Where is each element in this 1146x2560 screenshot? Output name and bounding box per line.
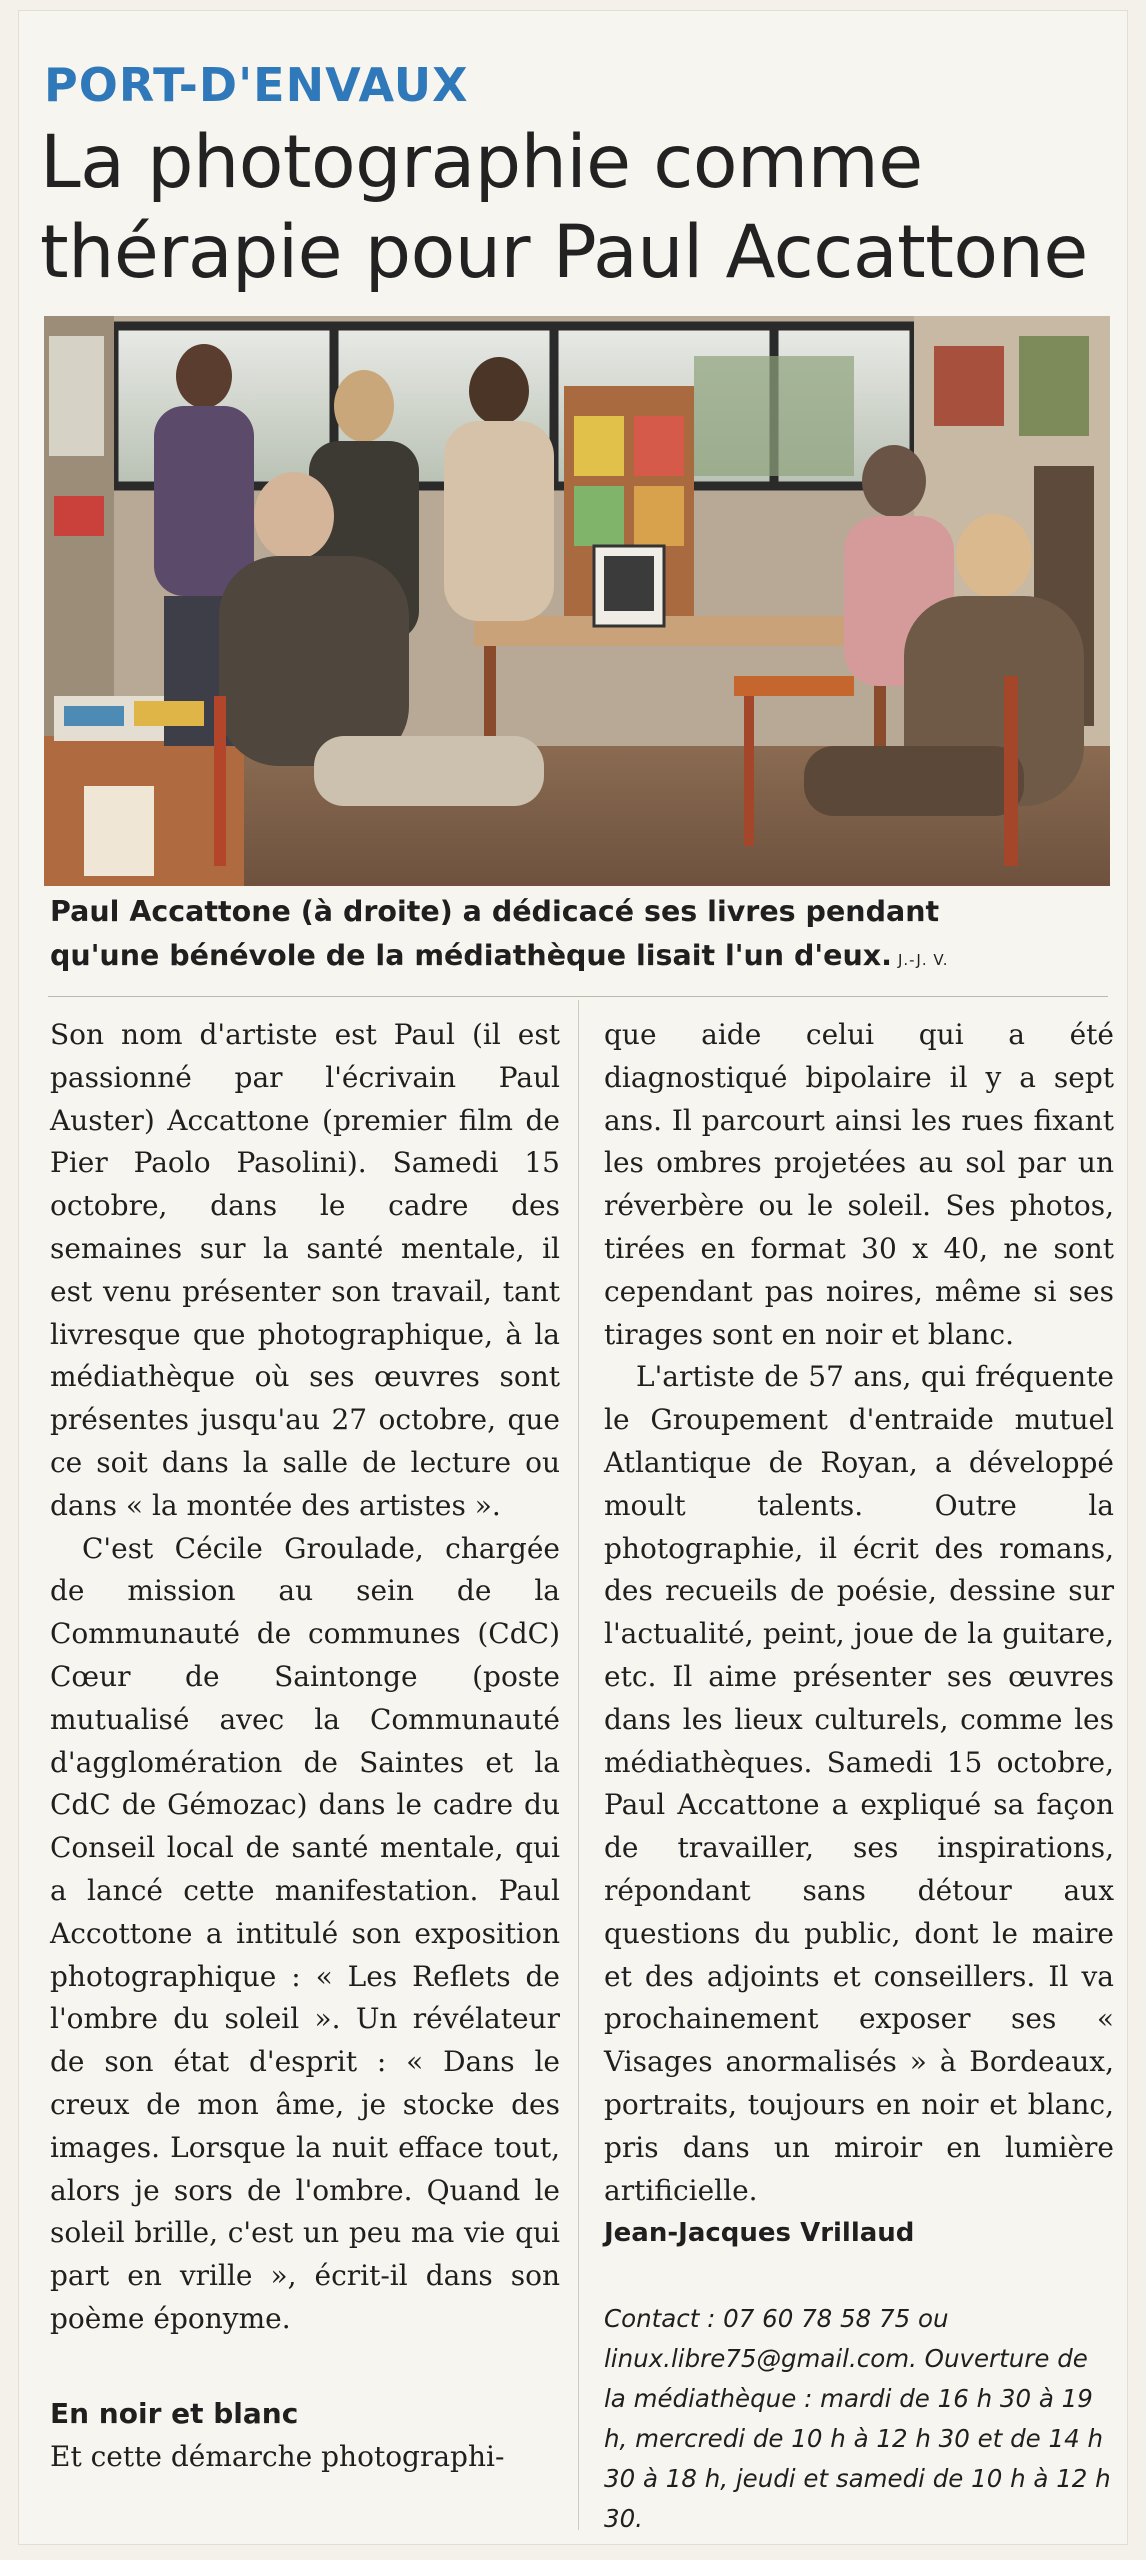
paragraph-4: L'artiste de 57 ans, qui fréquente le Groupement d'entraide mutuel Atlantique de Royan, a développé moult talents. Outre la photographie, il écrit des romans, des recueils de poésie, dessine sur l'actualité, peint, joue de la guitare, etc. Il aime présenter ses œuvres dans les lieux culturels, comme les médiathèques. Samedi 15 octobre, Paul Accattone a expliqué sa façon de travailler, ses inspirations, répondant sans détour aux questions du public, dont le maire et des adjoints et conseillers. Il va prochainement exposer ses « Visages anormalisés » à Bordeaux, portraits, toujours en noir et blanc, pris dans un miroir en lumière artificielle. [604,1360,1114,2207]
headline [40,118,1100,298]
caption-separator [48,996,1108,997]
subheading: En noir et blanc [50,2396,299,2430]
article-column-left [50,1014,560,2478]
photo-credit: J.-J. V. [897,951,949,969]
column-divider [578,1000,579,2530]
dateline: PORT-D'ENVAUX [44,58,469,112]
paragraph-1: Son nom d'artiste est Paul (il est passionné par l'écrivain Paul Auster) Accattone (premier film de Pier Paolo Pasolini). Samedi 15 octobre, dans le cadre des semaines sur la santé mentale, il est venu présenter son travail, tant livresque que photographique, à la médiathèque où ses œuvres sont présentes jusqu'au 27 octobre, que ce soit dans la salle de lecture ou dans « la montée des artistes ». [50,1018,560,1522]
paragraph-2: C'est Cécile Groulade, chargée de mission au sein de la Communauté de communes (CdC) Cœur de Saintonge (poste mutualisé avec la Communauté d'agglomération de Saintes et la CdC de Gémozac) dans le cadre du Conseil local de santé mentale, qui a lancé cette manifestation. Paul Accottone a intitulé son exposition photographique : « Les Reflets de l'ombre du soleil ». Un révélateur de son état d'esprit : « Dans le creux de mon âme, je stocke des images. Lorsque la nuit efface tout, alors je sors de l'ombre. Quand le soleil brille, c'est un peu ma vie qui part en vrille », écrit-il dans son poème éponyme. [50,1531,560,2335]
caption-line-2: qu'une bénévole de la médiathèque lisait l'un d'eux. [50,939,892,972]
contact-info: Contact : 07 60 78 58 75 ou linux.libre75@gmail.com. Ouverture de la médiathèque : mardi de 16 h 30 à 19 h, mercredi de 10 h à 12 h 30 et de 14 h 30 à 18 h, jeudi et samedi de 10 h à 12 h 30. [604,2304,1111,2534]
author-signature: Jean-Jacques Vrillaud [604,2218,915,2249]
photo-caption [50,890,1110,982]
caption-line-1: Paul Accattone (à droite) a dédicacé ses livres pendant [50,895,940,928]
headline-line-2: thérapie pour Paul Accattone [40,210,1088,295]
photo-illustration [44,316,1110,886]
article-column-right [604,1014,1114,2539]
headline-line-1: La photographie comme [40,120,923,205]
article-photo [44,316,1110,886]
paragraph-3-end: que aide celui qui a été diagnostiqué bipolaire il y a sept ans. Il parcourt ainsi les rues fixant les ombres projetées au sol par un réverbère ou le soleil. Ses photos, tirées en format 30 x 40, ne sont cependant pas noires, même si ses tirages sont en noir et blanc. [604,1018,1114,1351]
paragraph-3-start: Et cette démarche photographi- [50,2439,505,2473]
